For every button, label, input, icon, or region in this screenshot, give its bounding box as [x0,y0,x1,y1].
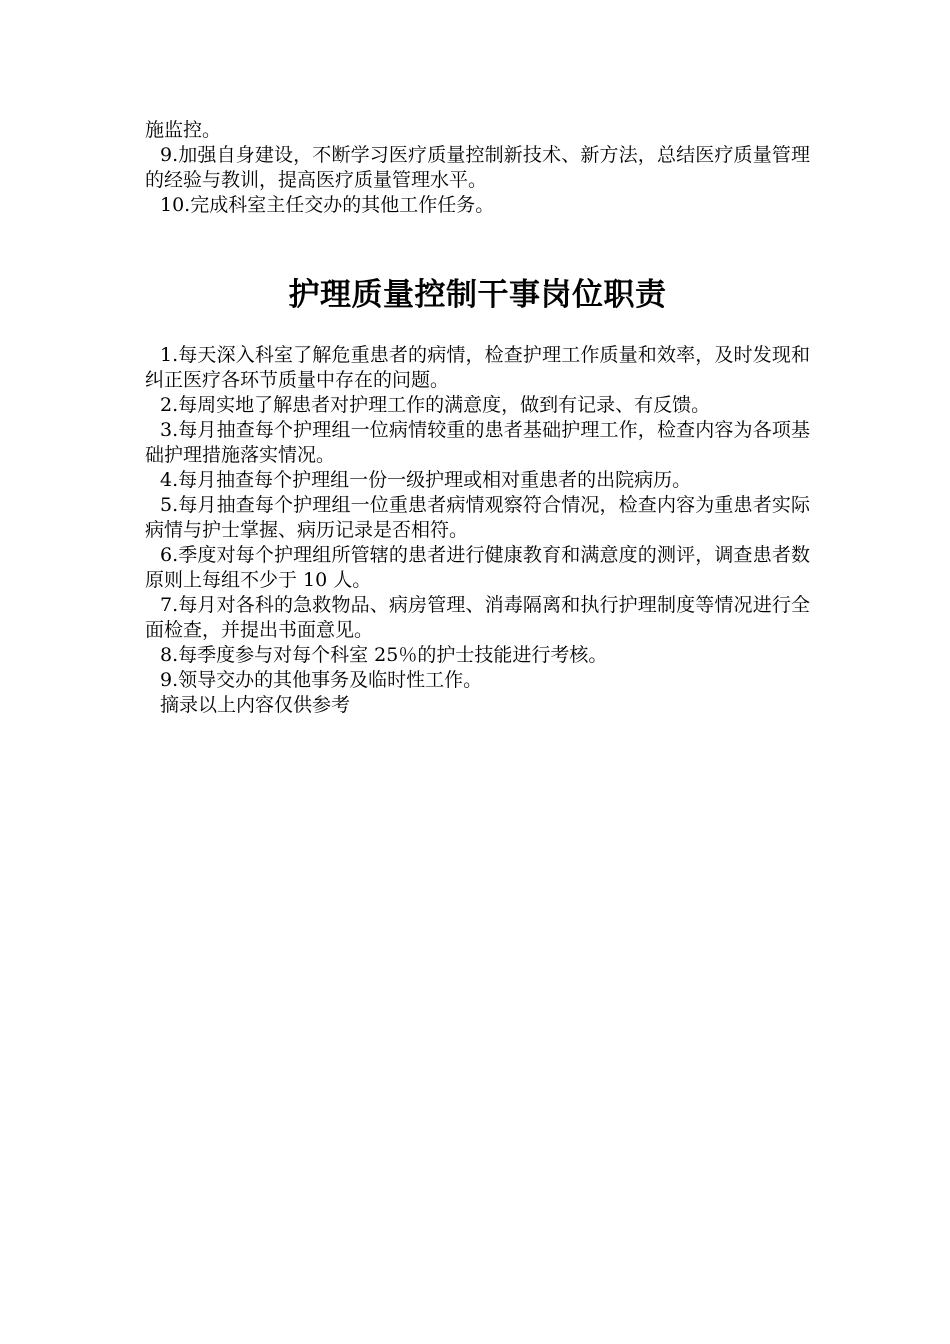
list-item: 1.每天深入科室了解危重患者的病情，检查护理工作质量和效率，及时发现和纠正医疗各环节质量中存在的问题。 [145,344,810,391]
document-page [145,118,810,718]
list-item: 7.每月对各科的急救物品、病房管理、消毒隔离和执行护理制度等情况进行全面检查，并提出书面意见。 [145,594,810,641]
list-item: 5.每月抽查每个护理组一位重患者病情观察符合情况，检查内容为重患者实际病情与护士掌握、病历记录是否相符。 [145,494,810,541]
list-item: 4.每月抽查每个护理组一份一级护理或相对重患者的出院病历。 [160,469,692,491]
duties-list [145,343,810,718]
list-item: 2.每周实地了解患者对护理工作的满意度，做到有记录、有反馈。 [160,394,711,416]
section-title: 护理质量控制干事岗位职责 [288,277,667,313]
list-item: 9.领导交办的其他事务及临时性工作。 [160,669,483,691]
list-item: 9.加强自身建设，不断学习医疗质量控制新技术、新方法，总结医疗质量管理的经验与教训，提高医疗质量管理水平。 [145,144,810,191]
continuation-text: 施监控。 [145,119,222,141]
list-item: 6.季度对每个护理组所管辖的患者进行健康教育和满意度的测评，调查患者数原则上每组不少于 10 人。 [145,544,810,591]
footer-note: 摘录以上内容仅供参考 [160,694,351,716]
list-item: 8.每季度参与对每个科室 25％的护士技能进行考核。 [160,644,608,666]
list-item: 10.完成科室主任交办的其他工作任务。 [160,194,495,216]
list-item: 3.每月抽查每个护理组一位病情较重的患者基础护理工作，检查内容为各项基础护理措施落实情况。 [145,419,810,466]
